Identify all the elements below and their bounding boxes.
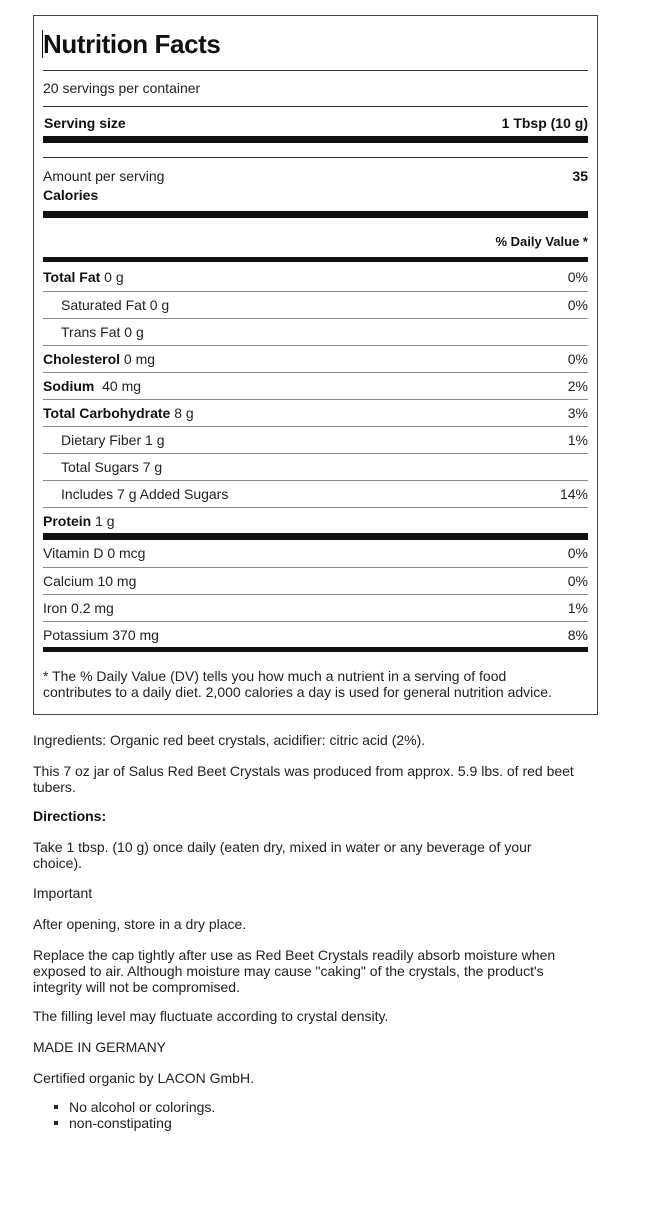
nutrient-dv: 14% xyxy=(559,486,588,502)
bullet-icon xyxy=(54,1121,58,1125)
nutrient-row-dietary-fiber xyxy=(43,426,588,453)
nutrient-row-total-fat xyxy=(43,264,588,291)
nutrient-amount: 1 g xyxy=(91,513,115,529)
nutrient-name: Saturated Fat 0 g xyxy=(61,297,170,313)
list-item xyxy=(69,1115,215,1131)
vitamin-dv: 8% xyxy=(567,627,588,643)
vitamin-row-potassium xyxy=(43,621,588,648)
nutrient-row-total-carbohydrate xyxy=(43,399,588,426)
certification-text: Certified organic by LACON GmbH. xyxy=(33,1070,254,1086)
daily-value-header: % Daily Value * xyxy=(495,234,588,249)
bullet-icon xyxy=(54,1105,58,1109)
nutrient-amount: 0 g xyxy=(100,269,124,285)
nutrient-name: Protein xyxy=(43,513,92,529)
nutrient-row-sodium xyxy=(43,372,588,399)
production-text: This 7 oz jar of Salus Red Beet Crystals was produced from approx. 5.9 lbs. of red beet tubers. xyxy=(33,763,574,795)
serving-size-label: Serving size xyxy=(44,115,126,131)
feature-bullet-list xyxy=(33,1099,215,1131)
amount-per-serving: Amount per serving xyxy=(43,168,165,184)
filling-note-text: The filling level may fluctuate according to crystal density. xyxy=(33,1008,389,1024)
directions-heading: Directions: xyxy=(33,808,107,824)
nutrient-row-added-sugars xyxy=(43,480,588,507)
vitamin-row-calcium xyxy=(43,567,588,594)
nutrient-row-cholesterol xyxy=(43,345,588,372)
nutrient-name: Dietary Fiber 1 g xyxy=(61,432,165,448)
cap-note-text: Replace the cap tightly after use as Red Beet Crystals readily absorb moisture when exposed to air. Although moisture may cause "caking" of the crystals, the product's integrity will not be compromised. xyxy=(33,947,556,995)
nutrient-name: Total Sugars 7 g xyxy=(61,459,163,475)
nutrient-amount: 40 mg xyxy=(94,378,142,394)
nutrient-dv: 3% xyxy=(567,405,588,421)
divider-thick xyxy=(43,533,588,540)
nutrient-name: Includes 7 g Added Sugars xyxy=(61,486,229,502)
vitamin-name: Iron 0.2 mg xyxy=(43,600,114,616)
nutrient-dv: 0% xyxy=(567,269,588,285)
storage-text: After opening, store in a dry place. xyxy=(33,916,247,932)
vitamin-dv: 0% xyxy=(567,545,588,561)
vitamin-name: Calcium 10 mg xyxy=(43,573,137,589)
nutrition-facts-title: Nutrition Facts xyxy=(43,29,221,59)
calories-value: 35 xyxy=(572,168,588,184)
nutrient-row-trans-fat xyxy=(43,318,588,345)
nutrient-dv: 0% xyxy=(567,351,588,367)
vitamin-dv: 1% xyxy=(567,600,588,616)
list-item-text: non-constipating xyxy=(69,1115,172,1131)
nutrient-dv: 1% xyxy=(567,432,588,448)
servings-per-container: 20 servings per container xyxy=(43,80,201,96)
daily-value-footnote: * The % Daily Value (DV) tells you how much a nutrient in a serving of food contributes to a daily diet. 2,000 calories a day is used for general nutrition advice. xyxy=(43,668,552,700)
nutrient-row-total-sugars xyxy=(43,453,588,480)
nutrient-amount: 8 g xyxy=(170,405,194,421)
divider-medium xyxy=(43,257,588,262)
nutrient-name: Trans Fat 0 g xyxy=(61,324,144,340)
nutrient-name: Cholesterol xyxy=(43,351,121,367)
origin-text: MADE IN GERMANY xyxy=(33,1039,167,1055)
calories-label: Calories xyxy=(43,187,99,203)
list-item-text: No alcohol or colorings. xyxy=(69,1099,216,1115)
vitamin-name: Vitamin D 0 mcg xyxy=(43,545,146,561)
divider-thick xyxy=(43,211,588,218)
divider xyxy=(43,106,588,107)
divider xyxy=(43,157,588,158)
nutrient-amount: 0 mg xyxy=(120,351,156,367)
nutrient-dv: 2% xyxy=(567,378,588,394)
nutrient-dv: 0% xyxy=(567,297,588,313)
divider-medium xyxy=(43,647,588,652)
vitamin-dv: 0% xyxy=(567,573,588,589)
nutrient-row-protein xyxy=(43,507,588,534)
serving-size-value: 1 Tbsp (10 g) xyxy=(501,115,588,131)
nutrient-name: Sodium xyxy=(43,378,95,394)
list-item xyxy=(69,1099,215,1115)
vitamin-name: Potassium 370 mg xyxy=(43,627,159,643)
nutrient-name: Total Carbohydrate xyxy=(43,405,171,421)
vitamin-row-iron xyxy=(43,594,588,621)
vitamin-row-vitamin-d xyxy=(43,540,588,567)
ingredients-text: Ingredients: Organic red beet crystals, acidifier: citric acid (2%). xyxy=(33,732,426,748)
important-heading: Important xyxy=(33,885,93,901)
nutrient-name: Total Fat xyxy=(43,269,101,285)
divider-thick xyxy=(43,136,588,143)
divider xyxy=(43,70,588,71)
directions-text: Take 1 tbsp. (10 g) once daily (eaten dry, mixed in water or any beverage of your choice). xyxy=(33,839,532,871)
nutrient-row-saturated-fat xyxy=(43,291,588,318)
nutrition-facts-panel xyxy=(33,15,598,715)
